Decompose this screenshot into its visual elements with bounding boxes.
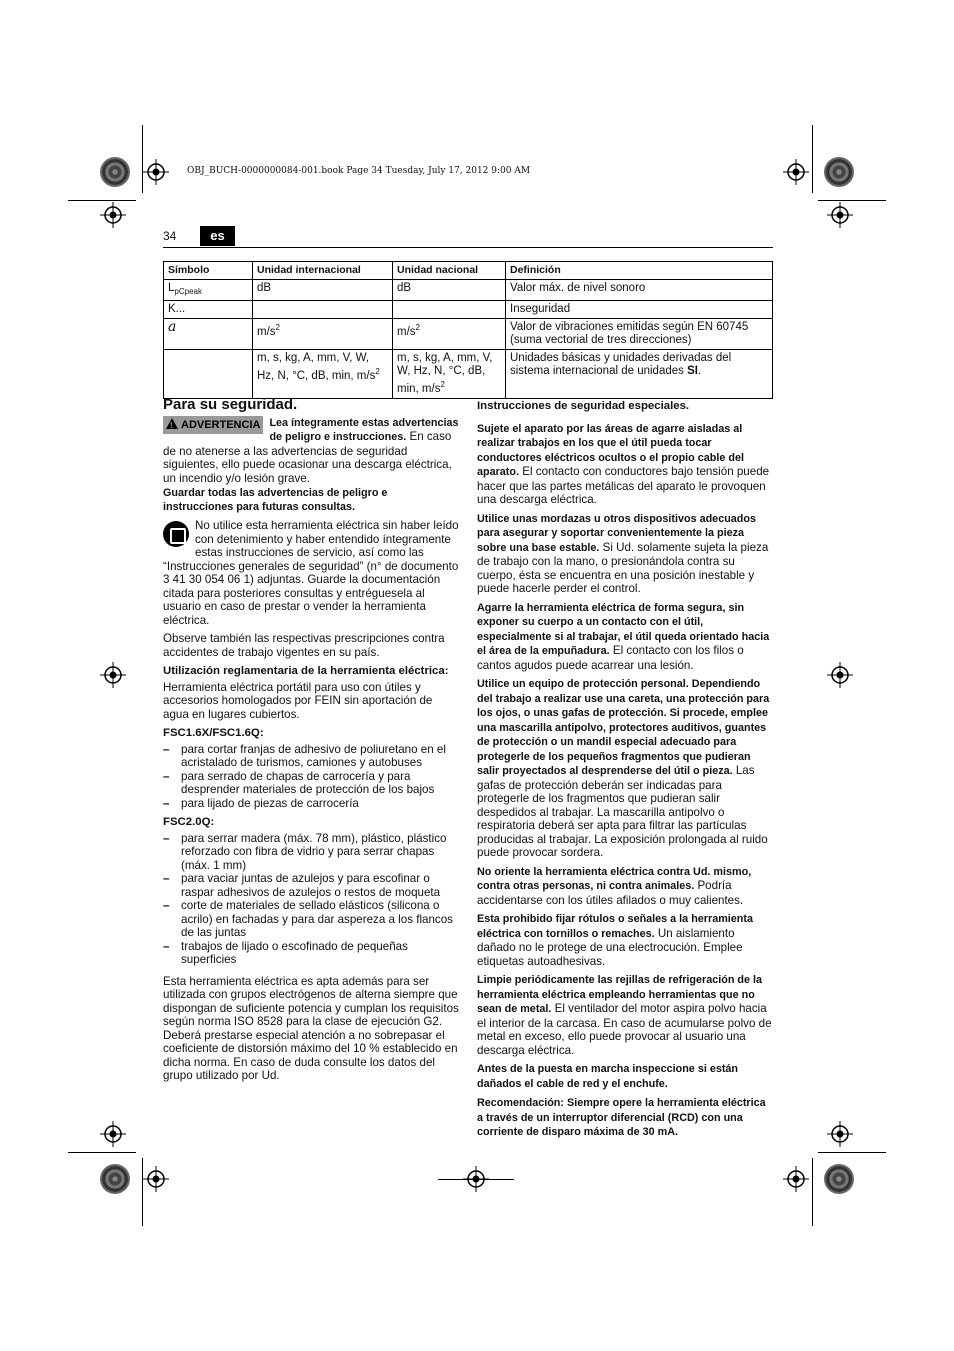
table-header: Unidad internacional [253,262,393,280]
unit-superscript: 2 [275,323,280,332]
nat-unit-cell [393,350,506,399]
intl-unit-cell [253,301,393,319]
table-header: Definición [506,262,773,280]
color-disc-mark [824,157,854,187]
warning-text: En caso de no atenerse a las advertencias de seguridad siguientes, ello puede ocasionar una descarga eléctrica, un incendio y/o lesión grave. [163,430,452,485]
safety-text: El contacto con conductores bajo tensión puede hacer que las partes metálicas del aparato le provoquen una descarga eléctrica. [477,465,770,506]
registration-mark-icon [100,1121,126,1147]
language-tab: es [200,226,235,246]
read-manual-paragraph [163,519,459,627]
nat-unit-cell [393,301,506,319]
table-row [164,350,773,399]
unit-text: m/s [257,326,276,338]
safety-paragraph [477,422,773,507]
safety-paragraph [477,865,773,908]
intl-unit-cell: dB [253,280,393,301]
safety-bold: No oriente la herramienta eléctrica contra Ud. mismo, contra otras personas, ni contra animales. [477,865,752,892]
definition-cell: Valor de vibraciones emitidas según EN 60745 (suma vectorial de tres direcciones) [506,319,773,350]
nat-unit-cell: dB [393,280,506,301]
model-heading: FSC1.6X/FSC1.6Q: [163,727,264,739]
unit-superscript: 2 [375,367,380,376]
symbol-cell: a [164,319,253,350]
observe-paragraph: Observe también las respectivas prescripciones contra accidentes de trabajo vigentes en su país. [163,632,445,659]
unit-text: m, s, kg, A, mm, V, W, Hz, N, °C, dB, min, m/s [397,352,493,395]
registration-mark-icon [827,1121,853,1147]
safety-paragraph [477,912,773,968]
safety-bold: Esta prohibido fijar rótulos o señales a la herramienta eléctrica con tornillos o remaches. [477,913,753,940]
crop-mark [818,1152,886,1153]
crop-mark [812,125,813,193]
header-rule [163,247,773,248]
model-heading: FSC2.0Q: [163,816,215,828]
registration-mark-icon [143,1166,169,1192]
safety-bold: Limpie periódicamente las rejillas de refrigeración de la herramienta eléctrica empleando herramientas que no sean de metal. [477,974,763,1015]
registration-mark-icon [783,1166,809,1192]
safety-paragraph [477,1062,773,1091]
unit-superscript: 2 [415,323,420,332]
crop-mark [68,1152,136,1153]
warning-bold-text: Lea íntegramente estas advertencias de peligro e instrucciones. [269,416,459,443]
safety-paragraph [477,601,773,673]
table-header-row [164,262,773,280]
definition-end: . [697,365,702,377]
definition-text: Unidades básicas y unidades derivadas del sistema internacional de unidades [510,352,732,377]
unit-superscript: 2 [440,380,445,389]
symbol-text: L [168,282,175,294]
list-item: – para vaciar juntas de azulejos y para escofinar o raspar adhesivos de azulejos o restos de moqueta [163,872,459,899]
symbol-cell [164,280,253,301]
safety-heading: Instrucciones de seguridad especiales. [477,400,690,412]
left-column [163,398,459,1088]
list-item: – para serrado de chapas de carrocería y para desprender materiales de protección de los bajos [163,770,459,797]
safety-paragraph [477,512,773,596]
table-row [164,301,773,319]
intl-unit-cell [253,350,393,399]
registration-mark-icon [143,159,169,185]
crop-mark [818,200,886,201]
unit-text: m, s, kg, A, mm, V, W, Hz, N, °C, dB, min, m/s [257,352,376,382]
symbol-cell: K... [164,301,253,319]
definition-cell: Inseguridad [506,301,773,319]
table-row [164,319,773,350]
color-disc-mark [100,1164,130,1194]
safety-text: Si Ud. solamente sujeta la pieza de trabajo con la mano, o presionándola contra su cuerpo, ésta se encuentra en una posición inestable y puede hacerle perder el control. [477,540,769,595]
read-manual-text: No utilice esta herramienta eléctrica sin haber leído con detenimiento y haber entendido íntegramente estas instrucciones de servicio, así como las “Instrucciones generales de seguridad” (n° de documento 3 41 30 054 06 1) adjuntas. Guarde la documentación citada para posteriores consultas y entréguesela al usuario en caso de prestar o vender la herramienta eléctrica. [163,519,459,627]
units-table [163,261,773,399]
print-header: OBJ_BUCH-0000000084-001.book Page 34 Tuesday, July 17, 2012 9:00 AM [187,166,531,176]
safety-bold: Sujete el aparato por las áreas de agarre aisladas al realizar trabajos en los que el útil pueda tocar conductores eléctricos ocultos o el propio cable del aparato. [477,422,744,478]
color-disc-mark [100,157,130,187]
right-column [477,398,773,1145]
list-item: – para serrar madera (máx. 78 mm), plástico, plástico reforzado con fibra de vidrio y para serrar chapas (máx. 1 mm) [163,832,459,873]
crop-mark [812,1158,813,1226]
definition-bold: SI [687,365,698,377]
safety-paragraph [477,973,773,1057]
list-item: – corte de materiales de sellado elásticos (silicona o acrilo) en fachadas y para dar aspereza a los flancos de las juntas [163,899,459,940]
safety-paragraph [477,1096,773,1140]
safety-bold: Utilice unas mordazas u otros dispositivos adecuados para asegurar y soportar convenientemente la pieza sobre una base estable. [477,512,756,554]
crop-mark [438,1179,514,1180]
read-manual-icon [163,521,189,547]
safety-text: El ventilador del motor aspira polvo hacia el interior de la carcasa. En caso de acumularse polvo de metal en exceso, ello puede provocar al usuario una descarga eléctrica. [477,1002,772,1057]
registration-mark-icon [827,662,853,688]
safety-text: Las gafas de protección deberán ser indicadas para protegerle de los fragmentos que pudieran salir despedidos al trabajar. La mascarilla antipolvo o respiratoria deberá ser apta para filtrar las partículas producidas al trabajar. La exposición prolongada al ruido puede provocar sordera. [477,764,768,859]
safety-text: Podría accidentarse con los útiles afilados o muy calientes. [477,879,744,907]
definition-cell [506,350,773,399]
safety-text: Un aislamiento dañado no le protege de una electrocución. Emplee etiquetas autoadhesivas. [477,926,743,968]
keep-instructions: Guardar todas las advertencias de peligro e instrucciones para futuras consultas. [163,487,388,513]
model2-list [163,832,459,967]
registration-mark-icon [783,159,809,185]
page-number: 34 [163,229,177,243]
table-header: Unidad nacional [393,262,506,280]
use-paragraph: Herramienta eléctrica portátil para uso con útiles y accesorios homologados por FEIN sin aportación de agua en lugares cubiertos. [163,680,433,721]
nat-unit-cell [393,319,506,350]
registration-mark-icon [100,202,126,228]
color-disc-mark [824,1164,854,1194]
generator-paragraph: Esta herramienta eléctrica es apta además para ser utilizada con grupos electrógenos de alterna siempre que dispongan de suficiente potencia y cumplan los requisitos según norma ISO 8528 para la clase de ejecución G2. Deberá prestarse especial atención a no sobrepasar el coeficiente de distorsión máximo del 10 % establecido en dicha norma. En caso de duda consulte los datos del grupo utilizado por Ud. [163,974,459,1082]
table-row [164,280,773,301]
registration-mark-icon [100,662,126,688]
warning-triangle-icon: ! [166,418,178,429]
section-title: Para su seguridad. [163,396,298,413]
safety-bold: Antes de la puesta en marcha inspeccione si están dañados el cable de red y el enchufe. [477,1063,739,1090]
safety-bold: Agarre la herramienta eléctrica de forma segura, sin exponer su cuerpo a un contacto con el útil, especialmente si al trabajar, el útil queda orientado hacia el área de la empuñadura. [477,601,770,657]
safety-bold: Utilice un equipo de protección personal. Dependiendo del trabajo a realizar use una careta, una protección para los ojos, o unas gafas de protección. Si procede, emplee una mascarilla antipolvo, protectores auditivos, guantes de protección o un mandil especial adecuado para protegerle de los pequeños fragmentos que pudieran salir proyectados al desprenderse del útil o pieza. [477,678,770,777]
safety-bold: Recomendación: Siempre opere la herramienta eléctrica a través de un interruptor diferencial (RCD) con una corriente de disparo máxima de 30 mA. [477,1097,766,1138]
safety-paragraph [477,677,773,860]
list-item: – para cortar franjas de adhesivo de poliuretano en el acristalado de turismos, camiones y autobuses [163,743,459,770]
registration-mark-icon [827,202,853,228]
warning-badge [163,416,263,435]
unit-text: m/s [397,326,416,338]
warning-paragraph [163,416,459,486]
table-header: Símbolo [164,262,253,280]
intl-unit-cell [253,319,393,350]
safety-text: El contacto con los filos o cantos agudos puede acarrear una lesión. [477,644,744,672]
warning-label: ADVERTENCIA [181,418,261,431]
symbol-cell [164,350,253,399]
list-item: – para lijado de piezas de carrocería [163,797,459,811]
crop-mark [68,200,136,201]
model1-list [163,743,459,811]
list-item: – trabajos de lijado o escofinado de pequeñas superficies [163,940,459,967]
use-heading: Utilización reglamentaria de la herramienta eléctrica: [163,665,449,677]
definition-cell: Valor máx. de nivel sonoro [506,280,773,301]
symbol-subscript: pCpeak [174,287,202,296]
